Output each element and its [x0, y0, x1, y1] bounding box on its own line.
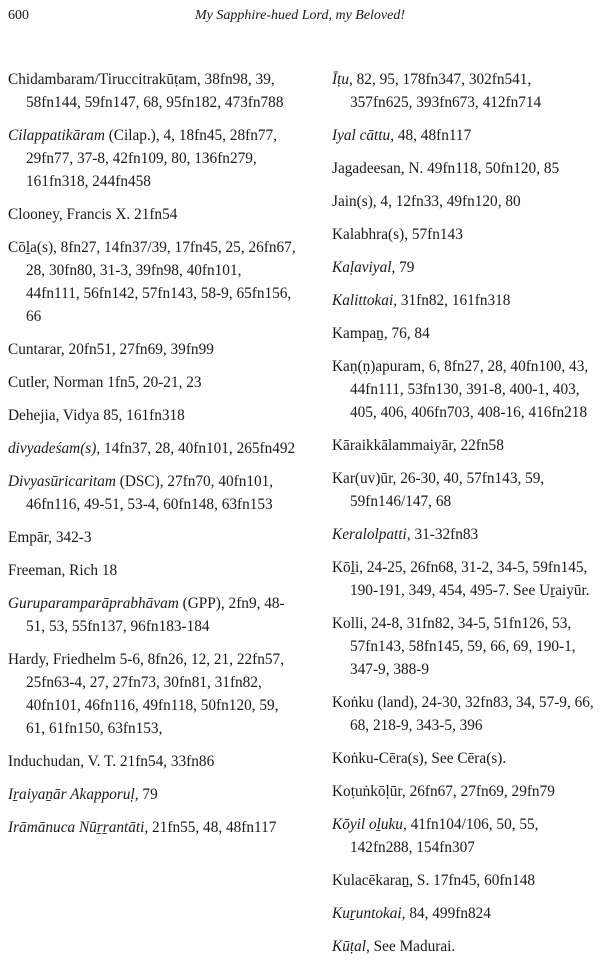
index-entry [332, 523, 596, 546]
index-locators: 26-30, 40, 57fn143, 59, 59fn146/147, 68 [350, 470, 545, 510]
index-entry [8, 203, 298, 226]
index-locators: 31-32fn83 [410, 526, 479, 543]
index-entry [332, 869, 596, 892]
index-headword: Guruparamparāprabhāvam [8, 595, 179, 612]
index-entry [332, 935, 596, 958]
index-entry [332, 813, 596, 859]
index-entry [332, 124, 596, 147]
index-entry [8, 124, 298, 193]
index-entry [8, 68, 298, 114]
index-entry [8, 559, 298, 582]
index-locators: 1fn5, 20-21, 23 [103, 374, 202, 391]
index-headword: Kalittokai, [332, 292, 398, 309]
index-headword: Kolli, [332, 615, 368, 632]
index-locators: 24-25, 26fn68, 31-2, 34-5, 59fn145, 190-191, 349, 454, 495-7. See Uṟaiyūr. [350, 559, 590, 599]
index-locators: 84, 499fn824 [405, 905, 491, 922]
page-number: 600 [8, 8, 29, 23]
index-locators: 26fn67, 27fn69, 29fn79 [405, 783, 555, 800]
index-entry [8, 526, 298, 549]
index-locators: 17fn45, 60fn148 [429, 872, 536, 889]
index-headword: Koṭuṅkōḷūr, [332, 783, 406, 800]
index-locators: 20fn51, 27fn69, 39fn99 [64, 341, 214, 358]
index-entry [332, 691, 596, 737]
index-locators: 48, 48fn117 [394, 127, 472, 144]
index-entry [332, 355, 596, 424]
index-locators: 21fn54, 33fn86 [116, 753, 215, 770]
index-headword: Cilappatikāram [8, 127, 105, 144]
index-locators: 31fn82, 161fn318 [397, 292, 511, 309]
index-headword: Kuṟuntokai, [332, 905, 406, 922]
index-locators: 24-30, 32fn83, 34, 57-9, 66, 68, 218-9, 343-5, 396 [350, 694, 594, 734]
index-entry [332, 902, 596, 925]
index-entry [8, 816, 298, 839]
index-locators: See Cēra(s). [427, 750, 507, 767]
index-locators: 4, 12fn33, 49fn120, 80 [376, 193, 521, 210]
index-entry [332, 780, 596, 803]
index-entry [332, 256, 596, 279]
index-entry [332, 747, 596, 770]
index-headword: Cuntarar, [8, 341, 65, 358]
index-headword: Empār, [8, 529, 52, 546]
index-entry [8, 648, 298, 740]
index-headword: Jagadeesan, N. [332, 160, 424, 177]
index-locators: (Cilap.), 4, 18fn45, 28fn77, 29fn77, 37-8, 42fn109, 80, 136fn279, 161fn318, 244fn458 [26, 127, 277, 190]
index-headword: Kūṭal, [332, 938, 370, 955]
index-locators: 21fn54 [130, 206, 178, 223]
index-locators: (GPP), 2fn9, 48-51, 53, 55fn137, 96fn183-184 [26, 595, 285, 635]
index-headword: Koṅku (land), [332, 694, 418, 711]
index-locators: (DSC), 27fn70, 40fn101, 46fn116, 49-51, 53-4, 60fn148, 63fn153 [26, 473, 274, 513]
index-entry [332, 612, 596, 681]
index-headword: Jain(s), [332, 193, 377, 210]
index-headword: Cutler, Norman [8, 374, 104, 391]
index-headword: Kāraikkālammaiyār, [332, 437, 457, 454]
index-locators: 76, 84 [387, 325, 430, 342]
running-title: My Sapphire-hued Lord, my Beloved! [194, 8, 406, 23]
index-column-left [8, 68, 298, 849]
index-entry [8, 371, 298, 394]
index-headword: Kōḻi, [332, 559, 364, 576]
index-entry [332, 322, 596, 345]
index-entry [332, 157, 596, 180]
index-headword: Divyasūricaritam [8, 473, 116, 490]
index-locators: See Madurai. [369, 938, 456, 955]
index-locators: 342-3 [52, 529, 92, 546]
index-locators: 8fn27, 14fn37/39, 17fn45, 25, 26fn67, 28, 30fn80, 31-3, 39fn98, 40fn101, 44fn111, 56fn142, 57fn143, 58-9, 65fn156, 66 [26, 239, 296, 325]
index-locators: 85, 161fn318 [99, 407, 185, 424]
page-header [8, 8, 592, 28]
index-headword: Kampaṉ, [332, 325, 388, 342]
index-locators: 79 [395, 259, 415, 276]
index-entry [8, 437, 298, 460]
index-locators: 41fn104/106, 50, 55, 142fn288, 154fn307 [350, 816, 539, 856]
index-headword: Kar(uv)ūr, [332, 470, 397, 487]
index-entry [8, 236, 298, 328]
index-locators: 24-8, 31fn82, 34-5, 51fn126, 53, 57fn143, 58fn145, 59, 66, 69, 190-1, 347-9, 388-9 [350, 615, 576, 678]
index-locators: 22fn58 [456, 437, 504, 454]
index-headword: Clooney, Francis X. [8, 206, 131, 223]
index-headword: Irāmānuca Nūṟṟantāti, [8, 819, 149, 836]
index-entry [8, 470, 298, 516]
index-headword: Koṅku-Cēra(s), [332, 750, 428, 767]
index-headword: Freeman, Rich [8, 562, 99, 579]
index-headword: Hardy, Friedhelm [8, 651, 116, 668]
index-entry [332, 190, 596, 213]
index-locators: 14fn37, 28, 40fn101, 265fn492 [100, 440, 296, 457]
index-headword: Dehejia, Vidya [8, 407, 100, 424]
index-entry [8, 404, 298, 427]
index-entry [8, 750, 298, 773]
index-headword: Kaḷaviyal, [332, 259, 396, 276]
index-entry [332, 289, 596, 312]
index-entry [8, 592, 298, 638]
index-locators: 82, 95, 178fn347, 302fn541, 357fn625, 393fn673, 412fn714 [350, 71, 542, 111]
index-entry [332, 556, 596, 602]
index-locators: 5-6, 8fn26, 12, 21, 22fn57, 25fn63-4, 27, 27fn73, 30fn81, 31fn82, 40fn101, 46fn116, 49fn118, 50fn120, 59, 61, 61fn150, 63fn153, [26, 651, 285, 737]
index-locators: 6, 8fn27, 28, 40fn100, 43, 44fn111, 53fn130, 391-8, 400-1, 403, 405, 406, 406fn703, 408-16, 416fn218 [350, 358, 589, 421]
index-entry [332, 434, 596, 457]
index-locators: 18 [98, 562, 118, 579]
index-column-right [332, 68, 596, 968]
index-locators: 38fn98, 39, 58fn144, 59fn147, 68, 95fn182, 473fn788 [26, 71, 284, 111]
index-headword: divyadeśam(s), [8, 440, 101, 457]
index-headword: Iṟaiyaṉār Akapporuḷ, [8, 786, 139, 803]
index-headword: Cōḻa(s), [8, 239, 57, 256]
index-headword: Chidambaram/Tiruccitrakūṭam, [8, 71, 201, 88]
index-locators: 57fn143 [408, 226, 463, 243]
index-headword: Iyal cāttu, [332, 127, 395, 144]
index-headword: Īṭu, [332, 71, 353, 88]
index-entry [8, 783, 298, 806]
index-locators: 49fn118, 50fn120, 85 [423, 160, 560, 177]
index-locators: 21fn55, 48, 48fn117 [148, 819, 277, 836]
index-headword: Kalabhra(s), [332, 226, 409, 243]
index-entry [332, 68, 596, 114]
index-headword: Kulacēkaraṉ, S. [332, 872, 430, 889]
index-headword: Keralolpatti, [332, 526, 411, 543]
index-entry [332, 223, 596, 246]
index-locators: 79 [138, 786, 158, 803]
index-entry [332, 467, 596, 513]
index-entry [8, 338, 298, 361]
index-headword: Kōyil oḻuku, [332, 816, 407, 833]
index-headword: Induchudan, V. T. [8, 753, 117, 770]
index-headword: Kaṇ(ṇ)apuram, [332, 358, 426, 375]
